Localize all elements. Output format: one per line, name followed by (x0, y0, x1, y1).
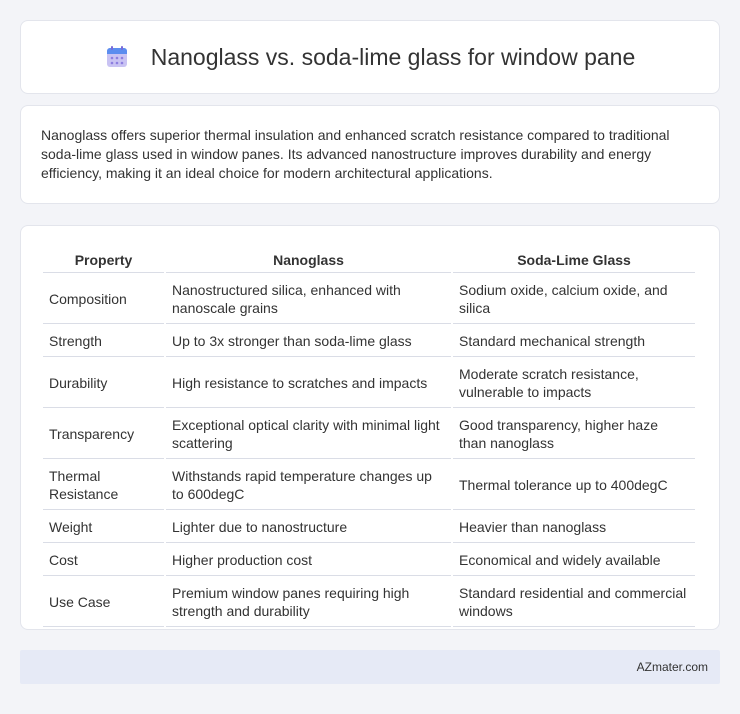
cell-property: Durability (43, 359, 164, 408)
table-row (43, 461, 695, 510)
cell-nanoglass: Up to 3x stronger than soda-lime glass (166, 326, 451, 357)
table-row (43, 410, 695, 459)
cell-soda-lime: Sodium oxide, calcium oxide, and silica (453, 275, 695, 324)
cell-soda-lime: Good transparency, higher haze than nanoglass (453, 410, 695, 459)
table-row (43, 326, 695, 357)
cell-soda-lime: Thermal tolerance up to 400degC (453, 461, 695, 510)
header-property: Property (43, 248, 164, 273)
table-row (43, 545, 695, 576)
table-header-row (43, 248, 695, 273)
calendar-icon (105, 45, 129, 69)
table-row (43, 512, 695, 543)
cell-nanoglass: Exceptional optical clarity with minimal light scattering (166, 410, 451, 459)
cell-nanoglass: Withstands rapid temperature changes up to 600degC (166, 461, 451, 510)
cell-soda-lime: Moderate scratch resistance, vulnerable to impacts (453, 359, 695, 408)
intro-text: Nanoglass offers superior thermal insulation and enhanced scratch resistance compared to traditional soda-lime glass used in window panes. Its advanced nanostructure improves durability and energy efficiency, making it an ideal choice for modern architectural applications. (41, 127, 670, 181)
cell-nanoglass: Lighter due to nanostructure (166, 512, 451, 543)
page-title: Nanoglass vs. soda-lime glass for window pane (150, 43, 636, 70)
cell-property: Cost (43, 545, 164, 576)
cell-soda-lime: Standard residential and commercial windows (453, 578, 695, 627)
cell-property: Transparency (43, 410, 164, 459)
source-label: AZmater.com (636, 660, 708, 674)
cell-nanoglass: Nanostructured silica, enhanced with nanoscale grains (166, 275, 451, 324)
header-soda-lime: Soda-Lime Glass (453, 248, 695, 273)
cell-soda-lime: Economical and widely available (453, 545, 695, 576)
cell-nanoglass: Premium window panes requiring high strength and durability (166, 578, 451, 627)
cell-nanoglass: Higher production cost (166, 545, 451, 576)
title-card (20, 20, 720, 94)
table-row (43, 275, 695, 324)
cell-property: Strength (43, 326, 164, 357)
cell-soda-lime: Heavier than nanoglass (453, 512, 695, 543)
intro-card (20, 105, 720, 204)
comparison-card (20, 225, 720, 630)
cell-property: Thermal Resistance (43, 461, 164, 510)
comparison-table (41, 246, 697, 629)
cell-property: Use Case (43, 578, 164, 627)
cell-nanoglass: High resistance to scratches and impacts (166, 359, 451, 408)
table-row (43, 359, 695, 408)
cell-soda-lime: Standard mechanical strength (453, 326, 695, 357)
table-row (43, 578, 695, 627)
cell-property: Composition (43, 275, 164, 324)
header-nanoglass: Nanoglass (166, 248, 451, 273)
cell-property: Weight (43, 512, 164, 543)
footer (20, 650, 720, 684)
